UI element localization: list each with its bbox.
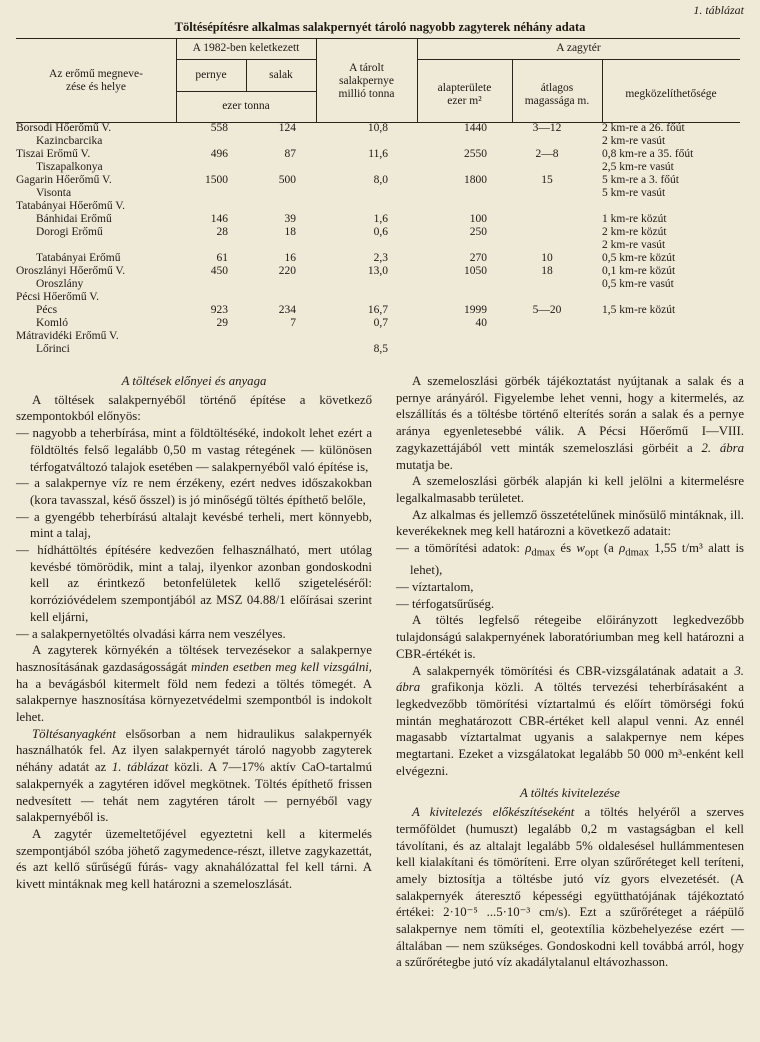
cell-alapterulet: 2550	[464, 148, 487, 160]
cell-access: 2 km-re vasút	[602, 239, 666, 251]
cell-alapterulet: 1999	[464, 304, 487, 316]
table-row	[16, 148, 740, 161]
cell-name: Borsodi Hőerőmű V.	[16, 122, 112, 134]
paragraph: Az alkalmas és jellemző összetételűnek minősülő mintáknak, ill. keverékeknek meg kell határozni a következő adatait:	[396, 507, 744, 539]
cell-name: Dorogi Erőmű	[36, 226, 103, 238]
cell-salak: 87	[284, 148, 296, 160]
cell-pernye: 29	[216, 317, 228, 329]
cell-tarolt: 11,6	[368, 148, 388, 160]
cell-alapterulet: 270	[469, 252, 487, 264]
cell-name: Komló	[36, 317, 68, 329]
table-row	[16, 343, 740, 356]
cell-access: 0,1 km-re közút	[602, 265, 676, 277]
header-location: Az erőmű megneve- zése és helye	[49, 68, 143, 93]
bullet-item: — a salakpernye víz re nem érzékeny, ezért nedves időszakokban (kora tavasszal, késő ősszel) is jó minőségű töltés építhető belőle,	[16, 476, 372, 507]
header-ezer-tonna: ezer tonna	[222, 100, 270, 112]
header-alapterulet: alapterülete ezer m²	[437, 82, 492, 107]
header-atlagos: átlagos magassága m.	[524, 82, 590, 107]
cell-magassag: 15	[541, 174, 553, 186]
cell-pernye: 28	[216, 226, 228, 238]
table-row	[16, 278, 740, 291]
cell-tarolt: 16,7	[367, 304, 388, 316]
cell-alapterulet: 1800	[464, 174, 487, 186]
paragraph: A kivitelezés előkészítéseként a töltés helyéről a szerves termőföldet (humuszt) legalább 0,2 m vastagságban el kell távolítani, és az altalajt legalább 5% oldalesésel hullámmentesen kell kialakítani és tömöríteni. Erre olyan szűrőréteget kell teríteni, amely biztosítja a töltésbe jutó víz gyors elvezetését. (A salakpernyék áteresztő képességi együtthatójának tájékoztató értékei: 2·10⁻⁵ ...5·10⁻³ cm/s). Ezt a szűrőréteget a ráépülő salakpernye nem tömíti el, geotextília közbehelyezése ezért — általában — nem szükséges. Gondoskodni kell továbbá arról, hogy a szűrőrétegbe jutó víz akadálytalanul eltávozhasson.	[396, 805, 744, 970]
cell-access: 0,8 km-re a 35. főút	[602, 148, 694, 160]
table-row	[16, 317, 740, 330]
cell-alapterulet: 40	[475, 317, 487, 329]
table-row	[16, 304, 740, 317]
table-row	[16, 330, 740, 343]
paragraph: A töltések salakpernyéből történő építése a következő szempontokból előnyös:	[16, 392, 372, 424]
cell-access: 1 km-re közút	[602, 213, 667, 225]
paragraph: A zagytér üzemeltetőjével egyeztetni kell a kitermelés szempontjából szóba jöhető zagymedence-részt, illetve zagykazettát, és azt kellő sűrűségű fúrás- vagy aknahálózattal fel kell tárni. A kivett mintáknak meg kell határozni a szemeloszlását.	[16, 826, 372, 892]
table-title: Töltésépítésre alkalmas salakpernyét tároló nagyobb zagyterek néhány adata	[174, 20, 586, 34]
cell-name: Tiszapalkonya	[36, 161, 103, 173]
cell-salak: 39	[284, 213, 296, 225]
header-megkozelithetoseg: megközelíthetősége	[625, 88, 717, 100]
table-row	[16, 213, 740, 226]
header-salak: salak	[269, 69, 293, 81]
table-row	[16, 161, 740, 174]
table-row	[16, 122, 740, 135]
cell-access: 5 km-re a 3. főút	[602, 174, 679, 186]
cell-salak: 124	[278, 122, 296, 134]
cell-magassag: 5—20	[532, 304, 562, 316]
cell-name: Mátravidéki Erőmű V.	[16, 330, 119, 342]
paragraph: Töltésanyagként elsősorban a nem hidraulikus salakpernyék használhatók fel. Az ilyen salakpernyét tároló nagyobb zagyterek néhány adatát az 1. táblázat közli. A 7—17% aktív CaO-tartalmú salakpernyék a zagytéren idővel megkötnek. Töltés építhető frissen nedvesített — tehát nem zagytéren tárolt — pernyéből vagy salakpernyéből is.	[16, 726, 372, 825]
cell-name: Tatabányai Erőmű	[36, 252, 121, 264]
bullet-item: — nagyobb a teherbírása, mint a földtöltéséké, indokolt lehet ezért a földtöltés felső legalább 0,50 m vastag rétegének — különösen térfogatváltozó talajok esetében — salakpernyéből való építése is,	[16, 426, 372, 474]
bullet-item: — víztartalom,	[396, 579, 474, 594]
paragraph: A szemeloszlási görbék alapján ki kell jelölni a kitermelésre legalkalmasabb területet.	[396, 474, 744, 505]
cell-pernye: 923	[210, 304, 228, 316]
cell-tarolt: 10,8	[367, 122, 388, 134]
table-row	[16, 226, 740, 239]
right-column	[396, 373, 744, 971]
paragraph: A zagyterek környékén a töltések tervezésekor a salakpernye hasznosításának gazdaságosságát minden esetben meg kell vizsgálni, ha a bevágásból kitermelt föld nem fedezi a töltés tömegét. A salakpernye hasznosítása környezetvédelmi szempontból is indokolt lehet.	[16, 643, 372, 725]
cell-salak: 18	[284, 226, 296, 238]
table-row	[16, 239, 740, 252]
cell-name: Tatabányai Hőerőmű V.	[16, 200, 125, 212]
cell-name: Gagarin Hőerőmű V.	[16, 174, 112, 186]
cell-tarolt: 0,6	[373, 226, 388, 238]
header-tarolt: A tárolt salakpernye millió tonna	[338, 62, 395, 100]
table-body	[16, 122, 740, 356]
bullet-item: — a salakpernyetöltés olvadási kárra nem veszélyes.	[16, 626, 286, 641]
cell-name: Oroszlány	[36, 278, 84, 290]
cell-pernye: 450	[210, 265, 228, 277]
cell-tarolt: 8,0	[373, 174, 388, 186]
cell-pernye: 1500	[205, 174, 228, 186]
cell-magassag: 3—12	[532, 122, 562, 134]
cell-alapterulet: 1050	[464, 265, 487, 277]
cell-magassag: 2—8	[535, 148, 559, 160]
paragraph: A szemeloszlási görbék tájékoztatást nyújtanak a salak és a pernye arányáról. Figyelembe lehet venni, hogy a kitermelés, az elszállítás és a töltésbe történő elterítés során a salak és a pernye aránya egyenletesebbé válik. A Pécsi Hőerőmű I—VIII. zagykazettájából vett minták szemeloszlási görbéit a 2. ábra mutatja be.	[396, 374, 744, 472]
cell-name: Oroszlányi Hőerőmű V.	[16, 265, 126, 277]
table-row	[16, 187, 740, 200]
cell-pernye: 558	[210, 122, 228, 134]
cell-name: Lőrinci	[36, 343, 70, 355]
table-row	[16, 291, 740, 304]
cell-access: 2 km-re a 26. főút	[602, 122, 685, 134]
table-row	[16, 252, 740, 265]
cell-magassag: 10	[541, 252, 553, 264]
cell-salak: 500	[278, 174, 296, 186]
cell-magassag: 18	[541, 265, 553, 277]
section-heading: A töltés kivitelezése	[520, 786, 620, 801]
table-row	[16, 174, 740, 187]
cell-salak: 234	[278, 304, 296, 316]
cell-pernye: 61	[216, 252, 228, 264]
table-row	[16, 265, 740, 278]
cell-alapterulet: 250	[469, 226, 487, 238]
paragraph: A töltés legfelső rétegeibe előirányzott legkedvezőbb tulajdonságú salakpernyének laboratóriumban meg kell határozni a CBR-értékét is.	[396, 613, 744, 661]
header-1982: A 1982-ben keletkezett	[192, 42, 300, 54]
bullet-item: — hídháttöltés építésére kedvezően felhasználható, mert utólag kevésbé tömörödik, mint a talaj, ilyenkor azonban gondoskodni kell az érintkező betonfelületek kellő szigeteléséről: korrózióvédelem szempontjából az MSZ 04.88/1 előírásai szerint kell eljárni,	[16, 543, 372, 624]
table-row	[16, 200, 740, 213]
cell-name: Kazincbarcika	[36, 135, 103, 147]
cell-salak: 16	[284, 252, 296, 264]
cell-pernye: 496	[210, 148, 228, 160]
bullet-item: — térfogatsűrűség.	[396, 596, 495, 611]
cell-access: 2,5 km-re vasút	[602, 161, 674, 173]
cell-salak: 7	[290, 317, 296, 329]
cell-access: 2 km-re közút	[602, 226, 667, 238]
paragraph: A salakpernyék tömörítési és CBR-vizsgálatának adatait a 3. ábra grafikonja közli. A töltés tervezési teherbírásaként a legkedvezőbb tömörítési víztartalmú és előírt tömörségi fokú mintán meghatározott CBR-értéket kell alapul venni. Az ennél magasabb víztartalmat ugyanis a salakpernye nem képes megtartani. Ezeket a vizsgálatokat legalább 50 000 m³-enként kell elvégezni.	[396, 663, 744, 778]
table-number: 1. táblázat	[693, 3, 744, 17]
section-heading: A töltések előnyei és anyaga	[121, 374, 267, 388]
cell-salak: 220	[278, 265, 296, 277]
cell-name: Pécsi Hőerőmű V.	[16, 291, 99, 303]
cell-name: Visonta	[36, 187, 72, 199]
cell-name: Bánhidai Erőmű	[36, 213, 112, 225]
cell-access: 0,5 km-re vasút	[602, 278, 674, 290]
bullet-item: — a tömörítési adatok: $\rho_{dmax}$ és $w_{opt}$ (a $\rho_{dmax}$ 1,55 t/m³ alatt is lehet),	[396, 541, 744, 578]
cell-access: 1,5 km-re közút	[602, 304, 676, 316]
header-pernye: pernye	[195, 69, 227, 81]
cell-access: 5 km-re vasút	[602, 187, 666, 199]
cell-pernye: 146	[210, 213, 228, 225]
cell-name: Tiszai Erőmű V.	[16, 148, 91, 160]
bullet-item: — a gyengébb teherbírású altalajt kevésbé terheli, mert könnyebb, mint a talaj,	[16, 509, 372, 541]
cell-tarolt: 2,3	[373, 252, 388, 264]
table-header	[16, 38, 740, 122]
table-row	[16, 135, 740, 148]
cell-name: Pécs	[36, 304, 58, 316]
cell-alapterulet: 100	[469, 213, 487, 225]
left-column	[16, 373, 372, 893]
cell-tarolt: 8,5	[373, 343, 388, 355]
cell-access: 2 km-re vasút	[602, 135, 666, 147]
header-zagyter: A zagytér	[556, 42, 601, 54]
cell-tarolt: 1,6	[373, 213, 388, 225]
cell-tarolt: 13,0	[367, 265, 388, 277]
cell-tarolt: 0,7	[373, 317, 388, 329]
cell-access: 0,5 km-re közút	[602, 252, 676, 264]
cell-alapterulet: 1440	[464, 122, 487, 134]
